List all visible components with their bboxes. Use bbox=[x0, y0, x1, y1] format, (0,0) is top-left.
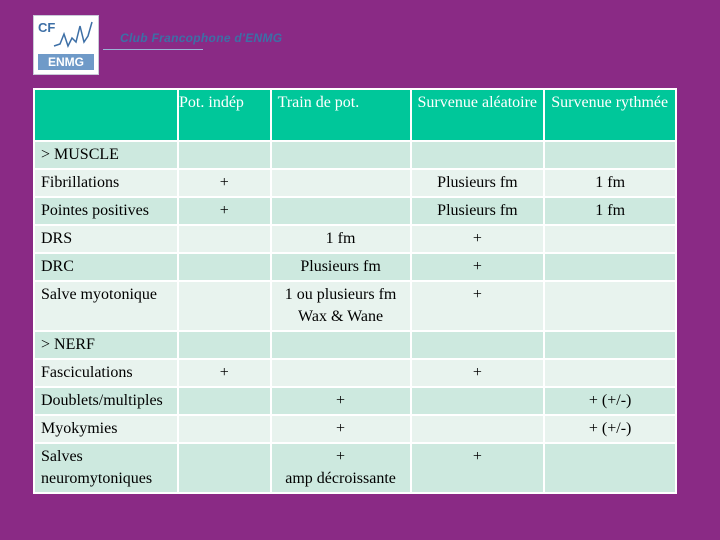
row-label: Fibrillations bbox=[35, 170, 177, 196]
cell-train-de-pot: 1 fm bbox=[272, 226, 410, 252]
cell-train-de-pot bbox=[272, 142, 410, 168]
logo-title: Club Francophone d'ENMG bbox=[120, 31, 283, 45]
row-label: Myokymies bbox=[35, 416, 177, 442]
header-cell-empty bbox=[35, 90, 177, 140]
cell-survenue-rythmee: + (+/-) bbox=[545, 416, 675, 442]
cell-pot-indep bbox=[179, 332, 270, 358]
header-train-de-pot: Train de pot. bbox=[272, 90, 410, 140]
table-row bbox=[35, 444, 675, 492]
cell-survenue-aleatoire bbox=[412, 388, 544, 414]
cell-survenue-rythmee bbox=[545, 282, 675, 330]
table-row bbox=[35, 416, 675, 442]
cell-survenue-aleatoire: + bbox=[412, 226, 544, 252]
table-row bbox=[35, 254, 675, 280]
header-pot-indep: Pot. indép bbox=[179, 90, 270, 140]
cell-survenue-rythmee bbox=[545, 254, 675, 280]
row-label: DRC bbox=[35, 254, 177, 280]
cell-pot-indep bbox=[179, 282, 270, 330]
cell-survenue-rythmee bbox=[545, 226, 675, 252]
cell-pot-indep bbox=[179, 226, 270, 252]
cell-survenue-aleatoire: + bbox=[412, 282, 544, 330]
header-survenue-rythmee: Survenue rythmée bbox=[545, 90, 675, 140]
cell-survenue-rythmee bbox=[545, 332, 675, 358]
row-label: > MUSCLE bbox=[35, 142, 177, 168]
cell-survenue-rythmee: 1 fm bbox=[545, 198, 675, 224]
cell-survenue-rythmee: 1 fm bbox=[545, 170, 675, 196]
logo-underline bbox=[103, 49, 203, 50]
table-row bbox=[35, 226, 675, 252]
cell-train-de-pot bbox=[272, 170, 410, 196]
cell-survenue-rythmee bbox=[545, 360, 675, 386]
logo-badge bbox=[33, 15, 99, 75]
table-row bbox=[35, 388, 675, 414]
row-label: Salve myotonique bbox=[35, 282, 177, 330]
cell-train-de-pot: Plusieurs fm bbox=[272, 254, 410, 280]
cell-train-de-pot: + bbox=[272, 416, 410, 442]
emg-table bbox=[33, 88, 677, 494]
row-label: > NERF bbox=[35, 332, 177, 358]
cell-train-de-pot bbox=[272, 332, 410, 358]
club-logo bbox=[33, 15, 313, 77]
table-row bbox=[35, 198, 675, 224]
cell-train-de-pot: + bbox=[272, 388, 410, 414]
table-row bbox=[35, 170, 675, 196]
cell-survenue-aleatoire: + bbox=[412, 444, 544, 492]
cell-survenue-rythmee: + (+/-) bbox=[545, 388, 675, 414]
row-label: Doublets/multiples bbox=[35, 388, 177, 414]
table-row bbox=[35, 282, 675, 330]
cell-pot-indep bbox=[179, 142, 270, 168]
cell-survenue-aleatoire bbox=[412, 332, 544, 358]
cell-train-de-pot: + amp décroissante bbox=[272, 444, 410, 492]
logo-cf-text: CF bbox=[38, 20, 56, 35]
row-label: DRS bbox=[35, 226, 177, 252]
cell-survenue-rythmee bbox=[545, 444, 675, 492]
table-row bbox=[35, 360, 675, 386]
cell-survenue-rythmee bbox=[545, 142, 675, 168]
row-label: Pointes positives bbox=[35, 198, 177, 224]
cell-pot-indep bbox=[179, 388, 270, 414]
logo-enmg-text: ENMG bbox=[38, 54, 94, 70]
header-survenue-aleatoire: Survenue aléatoire bbox=[412, 90, 544, 140]
cell-pot-indep bbox=[179, 254, 270, 280]
cell-train-de-pot: 1 ou plusieurs fm Wax & Wane bbox=[272, 282, 410, 330]
cell-survenue-aleatoire bbox=[412, 416, 544, 442]
cell-survenue-aleatoire: + bbox=[412, 360, 544, 386]
cell-train-de-pot bbox=[272, 360, 410, 386]
row-label: Salves neuromytoniques bbox=[35, 444, 177, 492]
row-label: Fasciculations bbox=[35, 360, 177, 386]
section-row bbox=[35, 142, 675, 168]
cell-survenue-aleatoire: Plusieurs fm bbox=[412, 170, 544, 196]
cell-pot-indep: + bbox=[179, 198, 270, 224]
cell-pot-indep: + bbox=[179, 170, 270, 196]
section-row bbox=[35, 332, 675, 358]
cell-survenue-aleatoire bbox=[412, 142, 544, 168]
cell-survenue-aleatoire: + bbox=[412, 254, 544, 280]
cell-survenue-aleatoire: Plusieurs fm bbox=[412, 198, 544, 224]
cell-pot-indep bbox=[179, 444, 270, 492]
cell-train-de-pot bbox=[272, 198, 410, 224]
cell-pot-indep: + bbox=[179, 360, 270, 386]
waveform-icon bbox=[34, 16, 98, 56]
cell-pot-indep bbox=[179, 416, 270, 442]
header-row bbox=[35, 90, 675, 140]
